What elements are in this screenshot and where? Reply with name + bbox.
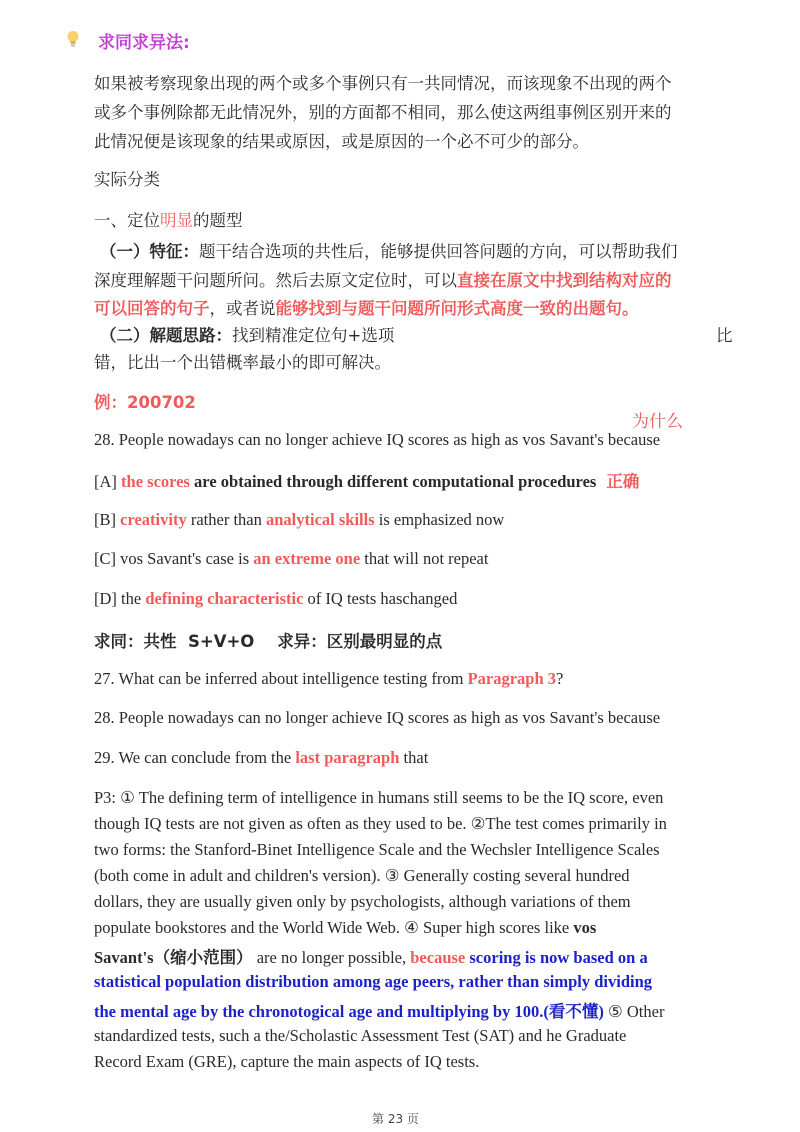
p3-line-9-blue: the mental age by the chronotogical age and multiplying by 100.(看不懂) [94,1002,604,1021]
option-a-correct-mark: 正确 [606,472,640,491]
idea-text-1: 找到精准定位句+选项 [232,326,395,345]
p3-line-11: Record Exam (GRE), capture the main aspects of IQ tests. [94,1052,480,1071]
section-1-pre: 一、定位 [94,211,160,230]
feature-highlight-3a: 可以回答的句子 [94,299,210,318]
section-1-heading [94,207,243,231]
p3-line-5: dollars, they are usually given only by psychologists, although variations of them [94,892,631,911]
p3-line-7-blue: scoring is now based on a [465,948,648,967]
p3-line-6-text: populate bookstores and the World Wide Web. ④ Super high scores like [94,918,574,937]
option-b-mid: rather than [186,510,266,529]
option-d-highlight: defining characteristic [145,589,304,608]
p3-line-10: standardized tests, such a the/Scholastic Assessment Test (SAT) and he Graduate [94,1026,627,1045]
feature-line-1 [100,238,678,262]
feature-line-2 [94,267,672,291]
idea-line-2: 错，比出一个出错概率最小的即可解决。 [94,353,391,372]
option-b-prefix: [B] [94,510,121,529]
p3-line-6-bold: vos [573,918,597,937]
option-b-highlight-1: creativity [120,510,187,529]
question-27 [94,669,563,689]
option-a-text: are obtained through different computational procedures [189,472,597,491]
p3-line-8: statistical population distribution among age peers, rather than simply dividing [94,972,653,991]
p3-line-3: two forms: the Stanford-Binet Intelligence Scale and the Wechsler Intelligence Scales [94,840,660,859]
feature-text-1: 题干结合选项的共性后，能够提供回答问题的方向，可以帮助我们 [199,242,678,261]
p3-line-1: P3: ① The defining term of intelligence in humans still seems to be the IQ score, even [94,788,664,807]
p3-line-6 [94,918,596,938]
p3-line-7 [94,944,648,968]
example-label: 例：200702 [94,393,196,412]
feature-text-3b: ，或者说 [209,299,276,318]
question-27-highlight: Paragraph 3 [467,669,557,688]
intro-line-1: 如果被考察现象出现的两个或多个事例只有一共同情况，而该现象不出现的两个 [94,74,672,93]
example-note: 为什么 [632,412,683,432]
option-a-prefix: [A] [94,472,122,491]
question-27-pre: 27. What can be inferred about intelligence testing from [94,669,468,688]
option-c-prefix: [C] vos Savant's case is [94,549,254,568]
idea-line-1 [100,322,394,346]
intro-line-3: 此情况便是该现象的结果或原因，或是原因的一个必不可少的部分。 [94,132,589,151]
page-number: 第 23 页 [372,1112,419,1126]
question-29 [94,748,428,768]
question-28: 28. People nowadays can no longer achieve IQ scores as high as vos Savant's because [94,430,661,449]
option-d-text: of IQ tests haschanged [303,589,458,608]
option-c-text: that will not repeat [360,549,489,568]
intro-line-2: 或多个事例除都无此情况外，别的方面都不相同，那么使这两组事例区别开来的 [94,103,672,122]
feature-label: （一）特征： [100,242,199,261]
option-b-text: is emphasized now [374,510,505,529]
section-1-highlight: 明显 [160,211,193,230]
question-29-highlight: last paragraph [295,748,400,767]
lightbulb-icon [66,30,80,48]
question-27-post: ? [556,669,564,688]
feature-line-3 [94,295,639,319]
option-d [94,589,457,609]
section-1-post: 的题型 [193,211,243,230]
p3-line-2: though IQ tests are not given as often as they used to be. ②The test comes primarily in [94,814,667,833]
p3-line-9 [94,998,664,1022]
option-c [94,549,488,569]
question-28-repeat: 28. People nowadays can no longer achieve IQ scores as high as vos Savant's because [94,708,661,727]
p3-line-4: (both come in adult and children's version). ③ Generally costing several hundred [94,866,630,885]
p3-line-7-because: because [410,948,466,967]
question-29-post: that [399,748,429,767]
feature-highlight-3c: 能够找到与题干问题所问形式高度一致的出题句。 [275,299,639,318]
summary-line: 求同：共性 S+V+O 求异：区别最明显的点 [94,632,443,651]
idea-text-1-end: 比 [716,326,733,345]
p3-line-7-text: are no longer possible, [252,948,411,967]
idea-label: （二）解题思路： [100,326,232,345]
option-d-prefix: [D] the [94,589,146,608]
option-c-highlight: an extreme one [253,549,361,568]
feature-highlight-2b: 直接在原文中找到结构对应的 [457,271,672,290]
option-b [94,510,504,530]
option-a [94,468,639,492]
classify-heading: 实际分类 [94,170,160,189]
question-29-pre: 29. We can conclude from the [94,748,296,767]
feature-text-2a: 深度理解题干问题所问。然后去原文定位时，可以 [94,271,457,290]
p3-line-9-text: ⑤ Other [603,1002,665,1021]
p3-line-7-bold: Savant's（缩小范围） [94,948,253,967]
section-title: 求同求异法: [98,33,190,53]
option-b-highlight-2: analytical skills [265,510,375,529]
option-a-highlight: the scores [121,472,190,491]
